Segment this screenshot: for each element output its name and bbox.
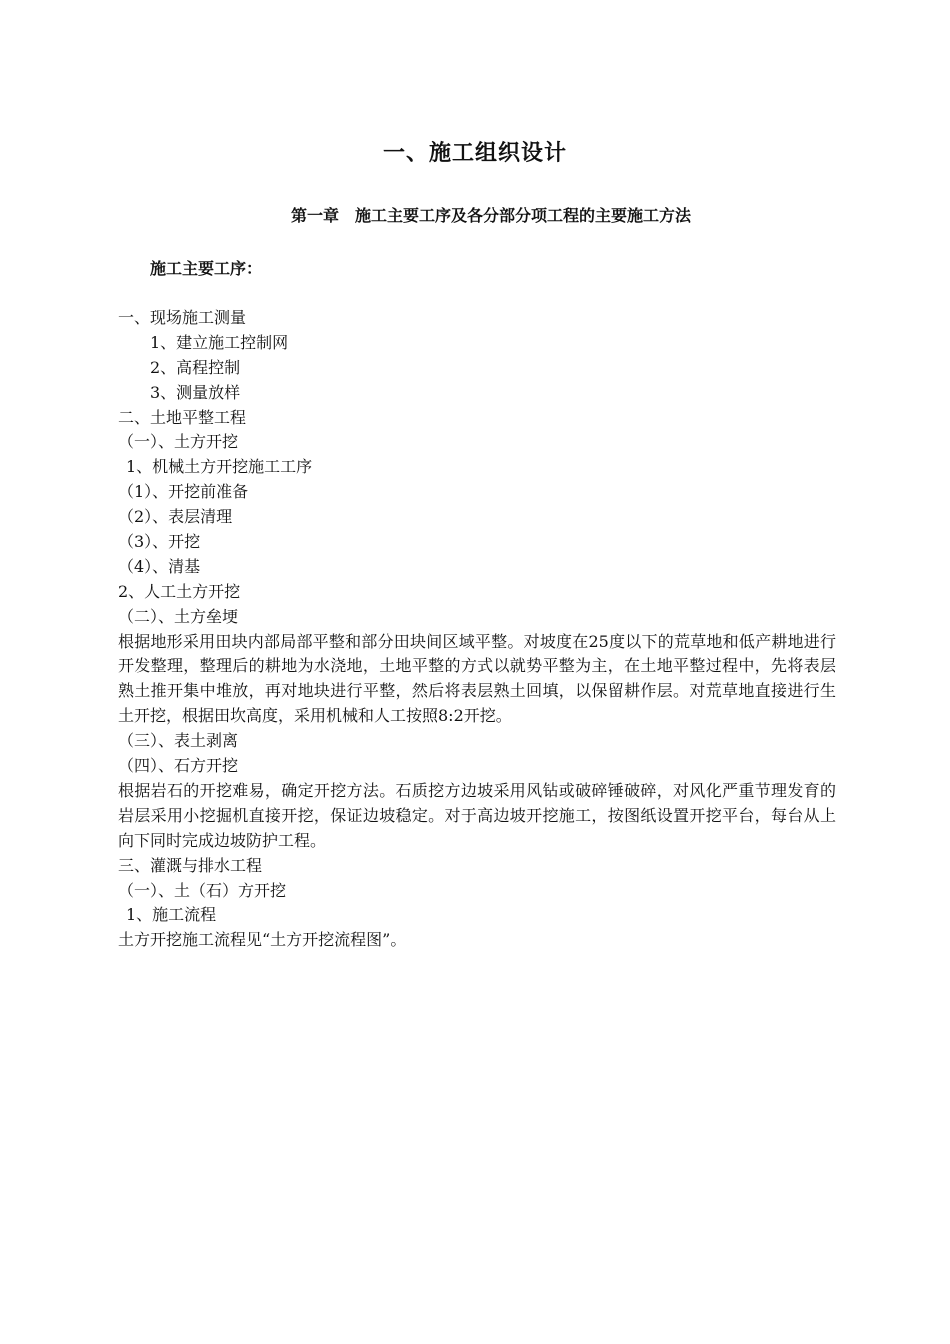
list-item: 1、建立施工控制网 — [150, 332, 289, 352]
subheading-topsoil-stripping: （三）、表土剥离 — [118, 731, 239, 751]
list-item: （1）、开挖前准备 — [118, 482, 249, 502]
list-item: （3）、开挖 — [118, 532, 201, 552]
list-item: 2、高程控制 — [150, 357, 241, 377]
subheading-rock-excavation: （四）、石方开挖 — [118, 756, 239, 776]
list-item: 1、机械土方开挖施工工序 — [126, 457, 313, 477]
list-item: （4）、清基 — [118, 556, 201, 576]
chapter-title: 第一章 施工主要工序及各分部分项工程的主要施工方法 — [290, 206, 691, 225]
heading-land-leveling: 二、土地平整工程 — [118, 407, 247, 427]
list-item: （2）、表层清理 — [118, 507, 233, 527]
document-title: 一、施工组织设计 — [382, 140, 567, 166]
paragraph-leveling-method: 根据地形采用田块内部局部平整和部分田块间区域平整。对坡度在25度以下的荒草地和低产耕地进行开发整理，整理后的耕地为水浇地，土地平整的方式以就势平整为主，在土地平整过程中，先将表层熟土推开集中堆放，再对地块进行平整，然后将表层熟土回填，以保留耕作层。对荒草地直接进行生土开挖，根据田坎高度，采用机械和人工按照8:2开挖。 — [118, 631, 836, 726]
section-label: 施工主要工序： — [150, 259, 263, 278]
heading-irrigation-drainage: 三、灌溉与排水工程 — [118, 855, 263, 875]
paragraph-flowchart-reference: 土方开挖施工流程见“土方开挖流程图”。 — [118, 930, 407, 950]
heading-survey: 一、现场施工测量 — [118, 308, 247, 327]
list-item: 2、人工土方开挖 — [118, 581, 241, 601]
subheading-ridge-building: （二）、土方垒埂 — [118, 606, 239, 626]
subheading-earth-rock-excavation: （一）、土（石）方开挖 — [118, 880, 287, 900]
list-item: 1、施工流程 — [126, 905, 217, 925]
subheading-earth-excavation: （一）、土方开挖 — [118, 432, 239, 452]
document-body — [118, 306, 836, 953]
list-item: 3、测量放样 — [150, 382, 241, 402]
paragraph-rock-excavation: 根据岩石的开挖难易，确定开挖方法。石质挖方边坡采用风钻或破碎锤破碎，对风化严重节理发育的岩层采用小挖掘机直接开挖，保证边坡稳定。对于高边坡开挖施工，按图纸设置开挖平台，每台从上向下同时完成边坡防护工程。 — [118, 780, 836, 850]
